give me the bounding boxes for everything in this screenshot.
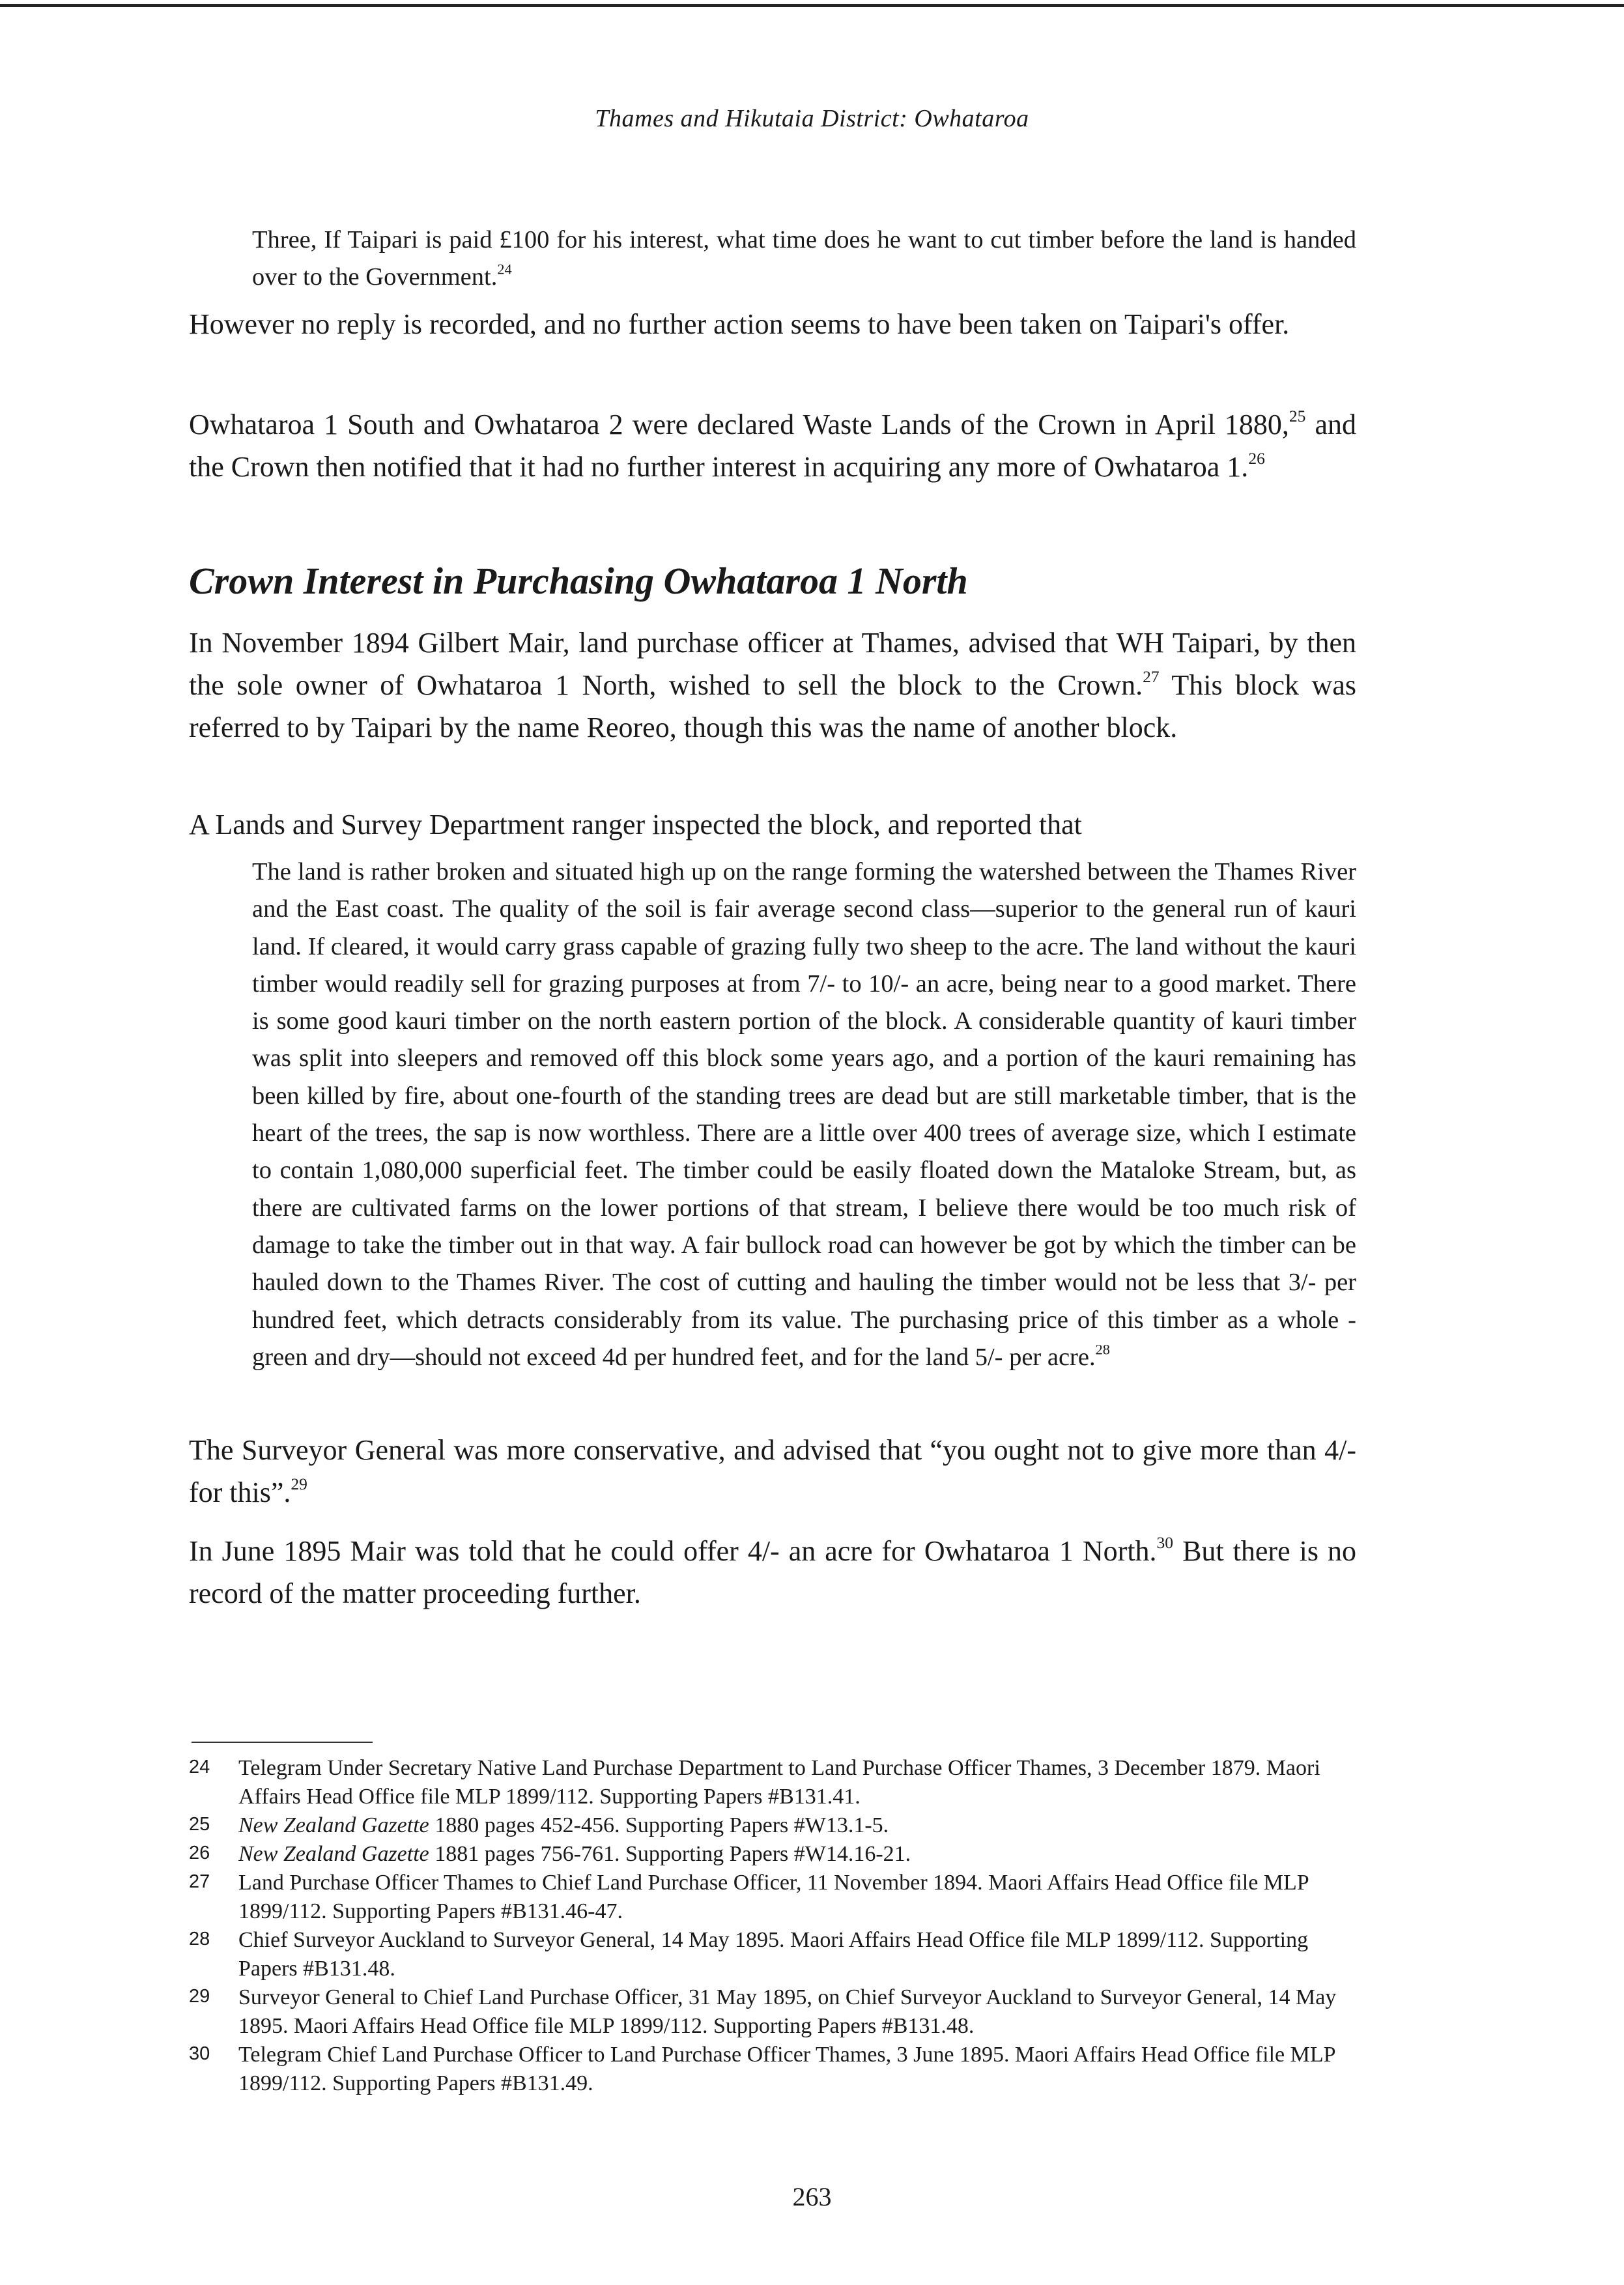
footnote-number: 30	[189, 2043, 210, 2064]
footnote	[189, 2041, 1361, 2098]
footnote-text	[238, 1811, 1359, 1840]
footnote-ref[interactable]: 28	[1095, 1341, 1110, 1358]
footnote-ref[interactable]: 26	[1248, 448, 1265, 468]
footnote-text: Land Purchase Officer Thames to Chief Land Purchase Officer, 11 November 1894. Maori Affairs Head Office file MLP 1899/112. Supporting Papers #B131.46-47.	[238, 1871, 1309, 1923]
top-border-line	[0, 4, 1624, 7]
footnote	[189, 1983, 1361, 2041]
paragraph-text: This block was referred to by Taipari by the name Reoreo, though this was the name of another block.	[189, 669, 1356, 743]
footnote	[189, 1840, 1361, 1869]
footnote-ref[interactable]: 24	[497, 261, 512, 278]
footnote-text	[238, 1840, 1359, 1869]
quote-text: The land is rather broken and situated high up on the range forming the watershed between the Thames River and the East coast. The quality of the soil is fair average second class—superior to the general run of kauri land. If cleared, it would carry grass capable of grazing fully two sheep to the acre. The land without the kauri timber would readily sell for grazing purposes at from 7/- to 10/- an acre, being near to a good market. There is some good kauri timber on the north eastern portion of the block. A considerable quantity of kauri timber was split into sleepers and removed off this block some years ago, and a portion of the kauri remaining has been killed by fire, about one-fourth of the standing trees are dead but are still marketable timber, that is the heart of the trees, the sap is now worthless. There are a little over 400 trees of average size, which I estimate to contain 1,080,000 superficial feet. The timber could be easily floated down the Mataloke Stream, but, as there are cultivated farms on the lower portions of that stream, I believe there would be too much risk of damage to take the timber out in that way. A fair bullock road can however be got by which the timber can be hauled down to the Thames River. The cost of cutting and hauling the timber would not be less that 3/- per hundred feet, which detracts considerably from its value. The purchasing price of this timber as a whole - green and dry—should not exceed 4d per hundred feet, and for the land 5/- per acre.	[252, 858, 1356, 1371]
gazette-title: New Zealand Gazette	[238, 1842, 429, 1866]
footnote	[189, 1754, 1361, 1811]
paragraph-no-reply: However no reply is recorded, and no further action seems to have been taken on Taipari's offer.	[189, 308, 1290, 340]
paragraph-ranger: A Lands and Survey Department ranger inspected the block, and reported that	[189, 809, 1082, 841]
footnote-number: 24	[189, 1757, 210, 1777]
section-heading: Crown Interest in Purchasing Owhataroa 1 North	[189, 560, 968, 602]
paragraph-surveyor-general	[189, 1429, 1356, 1514]
page-number: 263	[792, 2182, 832, 2211]
footnote-ref[interactable]: 27	[1143, 667, 1160, 686]
footnote-text: Surveyor General to Chief Land Purchase Officer, 31 May 1895, on Chief Surveyor Auckland to Surveyor General, 14 May 1895. Maori Affairs Head Office file MLP 1899/112. Supporting Papers #B131.48.	[238, 1985, 1337, 2038]
block-quote-ranger-report	[252, 854, 1356, 1376]
footnote-ref[interactable]: 29	[291, 1474, 307, 1493]
paragraph-text: and the Crown then notified that it had no further interest in acquiring any more of Owhataroa 1.	[189, 409, 1356, 483]
footnote-number: 26	[189, 1843, 210, 1863]
footnote-number: 29	[189, 1986, 210, 2007]
footnote-detail: 1881 pages 756-761. Supporting Papers #W14.16-21.	[429, 1842, 911, 1866]
footnote-ref[interactable]: 30	[1156, 1532, 1174, 1552]
paragraph-waste-lands	[189, 403, 1356, 488]
footnote-number: 27	[189, 1871, 210, 1892]
footnote-ref[interactable]: 25	[1289, 406, 1306, 425]
paragraph-june-1895	[189, 1530, 1356, 1615]
footnote-number: 25	[189, 1814, 210, 1835]
paragraph-text: In June 1895 Mair was told that he could offer 4/- an acre for Owhataroa 1 North.	[189, 1535, 1157, 1567]
paragraph-mair-taipari	[189, 622, 1356, 749]
footnote	[189, 1926, 1361, 1983]
paragraph-text: In November 1894 Gilbert Mair, land purchase officer at Thames, advised that WH Taipari, by then the sole owner of Owhataroa 1 North, wished to sell the block to the Crown.	[189, 627, 1356, 701]
footnote	[189, 1869, 1361, 1926]
footnote-text: Telegram Under Secretary Native Land Purchase Department to Land Purchase Officer Thames, 3 December 1879. Maori Affairs Head Office file MLP 1899/112. Supporting Papers #B131.41.	[238, 1756, 1320, 1809]
paragraph-text: But there is no record of the matter proceeding further.	[189, 1535, 1356, 1609]
paragraph-text: The Surveyor General was more conservative, and advised that “you ought not to give more than 4/- for this”.	[189, 1434, 1356, 1508]
footnote-text: Chief Surveyor Auckland to Surveyor General, 14 May 1895. Maori Affairs Head Office file MLP 1899/112. Supporting Papers #B131.48.	[238, 1928, 1309, 1981]
footnote	[189, 1811, 1361, 1840]
footnote-number: 28	[189, 1929, 210, 1949]
quote-intro-text: Three, If Taipari is paid £100 for his interest, what time does he want to cut timber before the land is handed over to the Government.	[252, 226, 1356, 291]
footnote-detail: 1880 pages 452-456. Supporting Papers #W13.1-5.	[429, 1813, 889, 1837]
paragraph-text: Owhataroa 1 South and Owhataroa 2 were declared Waste Lands of the Crown in April 1880,	[189, 409, 1289, 440]
block-quote-intro	[252, 222, 1356, 296]
footnote-text: Telegram Chief Land Purchase Officer to Land Purchase Officer Thames, 3 June 1895. Maori Affairs Head Office file MLP 1899/112. Supporting Papers #B131.49.	[238, 2043, 1335, 2095]
gazette-title: New Zealand Gazette	[238, 1813, 429, 1837]
running-head: Thames and Hikutaia District: Owhataroa	[595, 105, 1029, 132]
footnote-separator	[192, 1742, 373, 1743]
